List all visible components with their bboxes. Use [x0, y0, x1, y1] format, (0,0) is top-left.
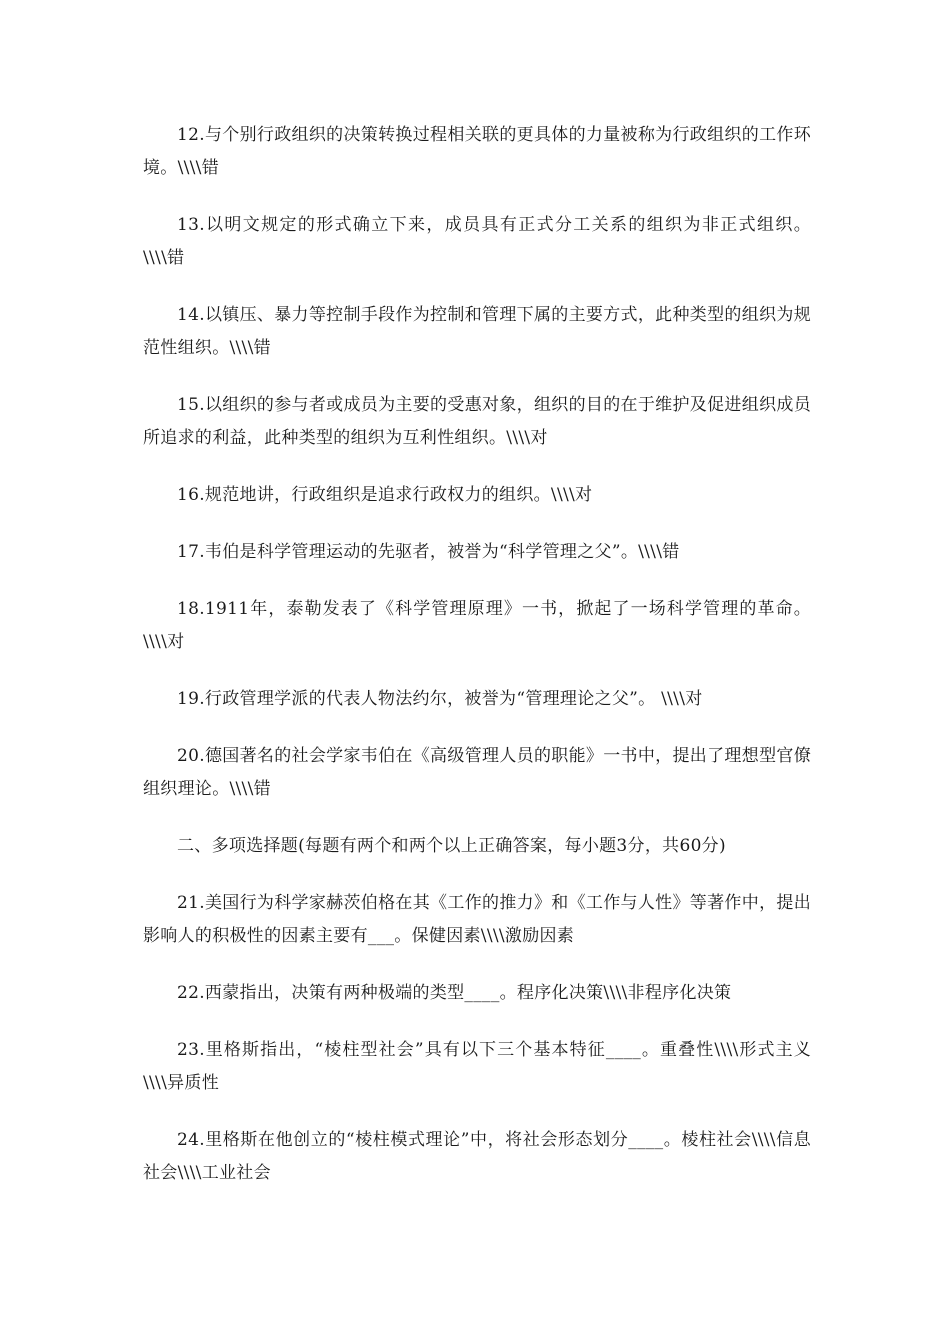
question-13: 13.以明文规定的形式确立下来，成员具有正式分工关系的组织为非正式组织。\\\\错	[143, 215, 811, 268]
question-22: 22.西蒙指出，决策有两种极端的类型____。程序化决策\\\\非程序化决策	[177, 983, 732, 1003]
question-17: 17.韦伯是科学管理运动的先驱者，被誉为“科学管理之父”。\\\\错	[177, 542, 680, 562]
question-18: 18.1911年，泰勒发表了《科学管理原理》一书，掀起了一场科学管理的革命。\\\\对	[143, 599, 811, 652]
question-15: 15.以组织的参与者或成员为主要的受惠对象，组织的目的在于维护及促进组织成员所追求的利益，此种类型的组织为互利性组织。\\\\对	[143, 395, 811, 448]
question-14: 14.以镇压、暴力等控制手段作为控制和管理下属的主要方式，此种类型的组织为规范性组织。\\\\错	[143, 305, 811, 358]
question-12: 12.与个别行政组织的决策转换过程相关联的更具体的力量被称为行政组织的工作环境。\\\\错	[143, 125, 811, 178]
question-24: 24.里格斯在他创立的“棱柱模式理论”中，将社会形态划分____。棱柱社会\\\\信息社会\\\\工业社会	[143, 1130, 811, 1183]
document-body	[143, 119, 811, 1214]
question-19: 19.行政管理学派的代表人物法约尔，被誉为“管理理论之父”。 \\\\对	[177, 689, 703, 709]
question-23: 23.里格斯指出，“棱柱型社会”具有以下三个基本特征____。重叠性\\\\形式主义\\\\异质性	[143, 1040, 811, 1093]
section-heading-multiple-choice: 二、多项选择题(每题有两个和两个以上正确答案，每小题3分，共60分)	[177, 836, 726, 856]
question-16: 16.规范地讲，行政组织是追求行政权力的组织。\\\\对	[177, 485, 593, 505]
question-21: 21.美国行为科学家赫茨伯格在其《工作的推力》和《工作与人性》等著作中，提出影响人的积极性的因素主要有___。保健因素\\\\激励因素	[143, 893, 811, 946]
question-20: 20.德国著名的社会学家韦伯在《高级管理人员的职能》一书中，提出了理想型官僚组织理论。\\\\错	[143, 746, 811, 799]
